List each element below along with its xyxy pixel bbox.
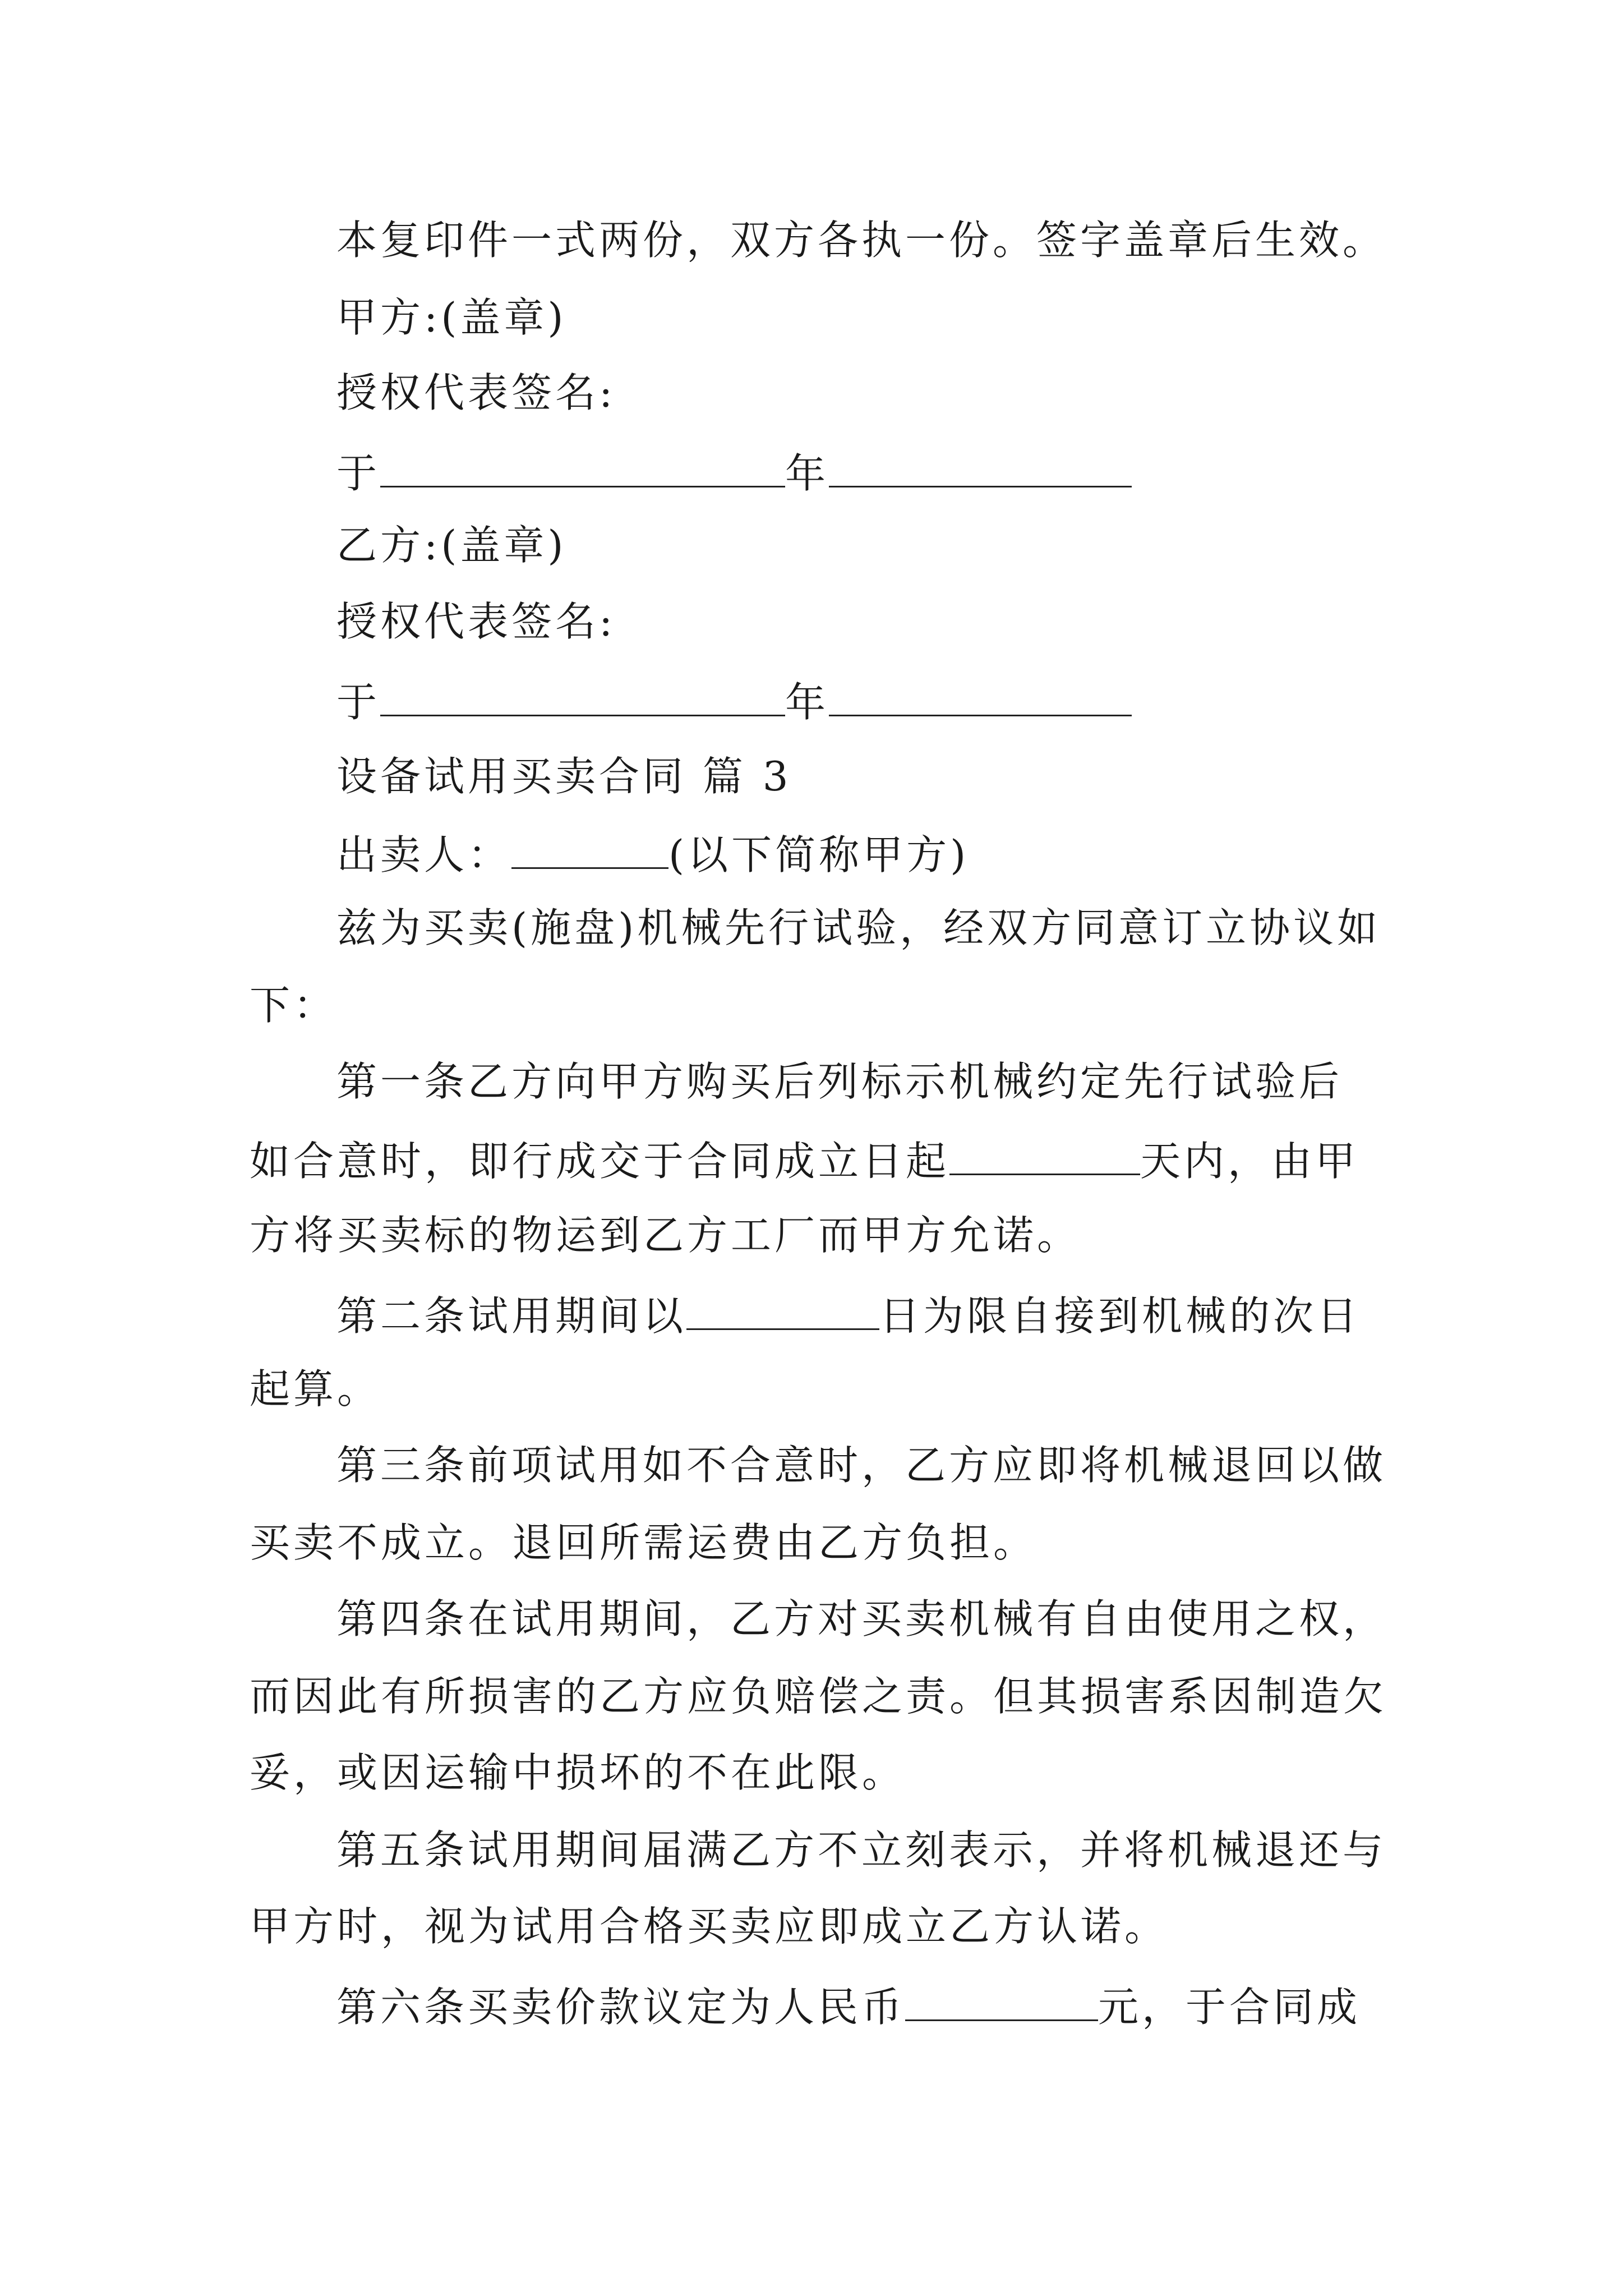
date-prefix: 于 [336, 450, 381, 497]
year-blank [829, 675, 1132, 716]
article-2-line [336, 1289, 1361, 1340]
party-b-date-line [336, 675, 1132, 726]
paragraph-line: 本复印件一式两份，双方各执一份。签字盖章后生效。 [336, 217, 1387, 264]
party-a-signature-label: 授权代表签名: [336, 369, 616, 416]
party-a-seal-label: 甲方:(盖章) [336, 294, 567, 341]
paragraph-line: 下： [250, 982, 338, 1029]
article-5-line: 甲方时，视为试用合格买卖应即成立乙方认诺。 [250, 1903, 1169, 1950]
text-span: 第六条买卖价款议定为人民币 [336, 1984, 906, 2031]
text-span: 如合意时，即行成交于合同成立日起 [250, 1138, 950, 1185]
price-blank [905, 1980, 1098, 2021]
paragraph-line: 兹为买卖(施盘)机械先行试验，经双方同意订立协议如 [336, 904, 1381, 951]
seller-suffix: (以下简称甲方) [668, 831, 970, 878]
seller-blank [511, 828, 668, 869]
period-blank [686, 1289, 879, 1330]
text-span: 天内，由甲 [1140, 1138, 1359, 1185]
text-span: 元，于合同成 [1098, 1984, 1361, 2031]
article-4-line: 妥，或因运输中损坏的不在此限。 [250, 1749, 906, 1796]
article-1-line [250, 1134, 1359, 1185]
party-b-signature-label: 授权代表签名: [336, 598, 616, 645]
days-blank [949, 1134, 1140, 1175]
party-a-date-line [336, 447, 1132, 497]
party-b-seal-label: 乙方:(盖章) [336, 522, 567, 569]
text-span: 第二条试用期间以 [336, 1292, 687, 1340]
date-blank [380, 675, 785, 716]
article-5-line: 第五条试用期间届满乙方不立刻表示，并将机械退还与 [336, 1826, 1387, 1874]
article-3-line: 第三条前项试用如不合意时，乙方应即将机械退回以做 [336, 1442, 1387, 1489]
contract-title: 设备试用买卖合同 篇 3 [336, 753, 792, 800]
year-blank [829, 447, 1132, 487]
year-label: 年 [785, 679, 829, 726]
article-1-line: 方将买卖标的物运到乙方工厂而甲方允诺。 [250, 1212, 1081, 1259]
date-prefix: 于 [336, 679, 381, 726]
article-4-line: 第四条在试用期间，乙方对买卖机械有自由使用之权， [336, 1595, 1387, 1642]
article-4-line: 而因此有所损害的乙方应负赔偿之责。但其损害系因制造欠 [250, 1673, 1387, 1720]
article-1-line: 第一条乙方向甲方购买后列标示机械约定先行试验后 [336, 1058, 1343, 1105]
text-span: 日为限自接到机械的次日 [879, 1292, 1361, 1340]
article-6-line [336, 1980, 1361, 2031]
seller-line [336, 828, 969, 878]
article-3-line: 买卖不成立。退回所需运费由乙方负担。 [250, 1519, 1038, 1566]
article-2-line: 起算。 [250, 1365, 381, 1412]
year-label: 年 [785, 450, 829, 497]
seller-label: 出卖人： [336, 831, 512, 878]
date-blank [380, 447, 785, 487]
